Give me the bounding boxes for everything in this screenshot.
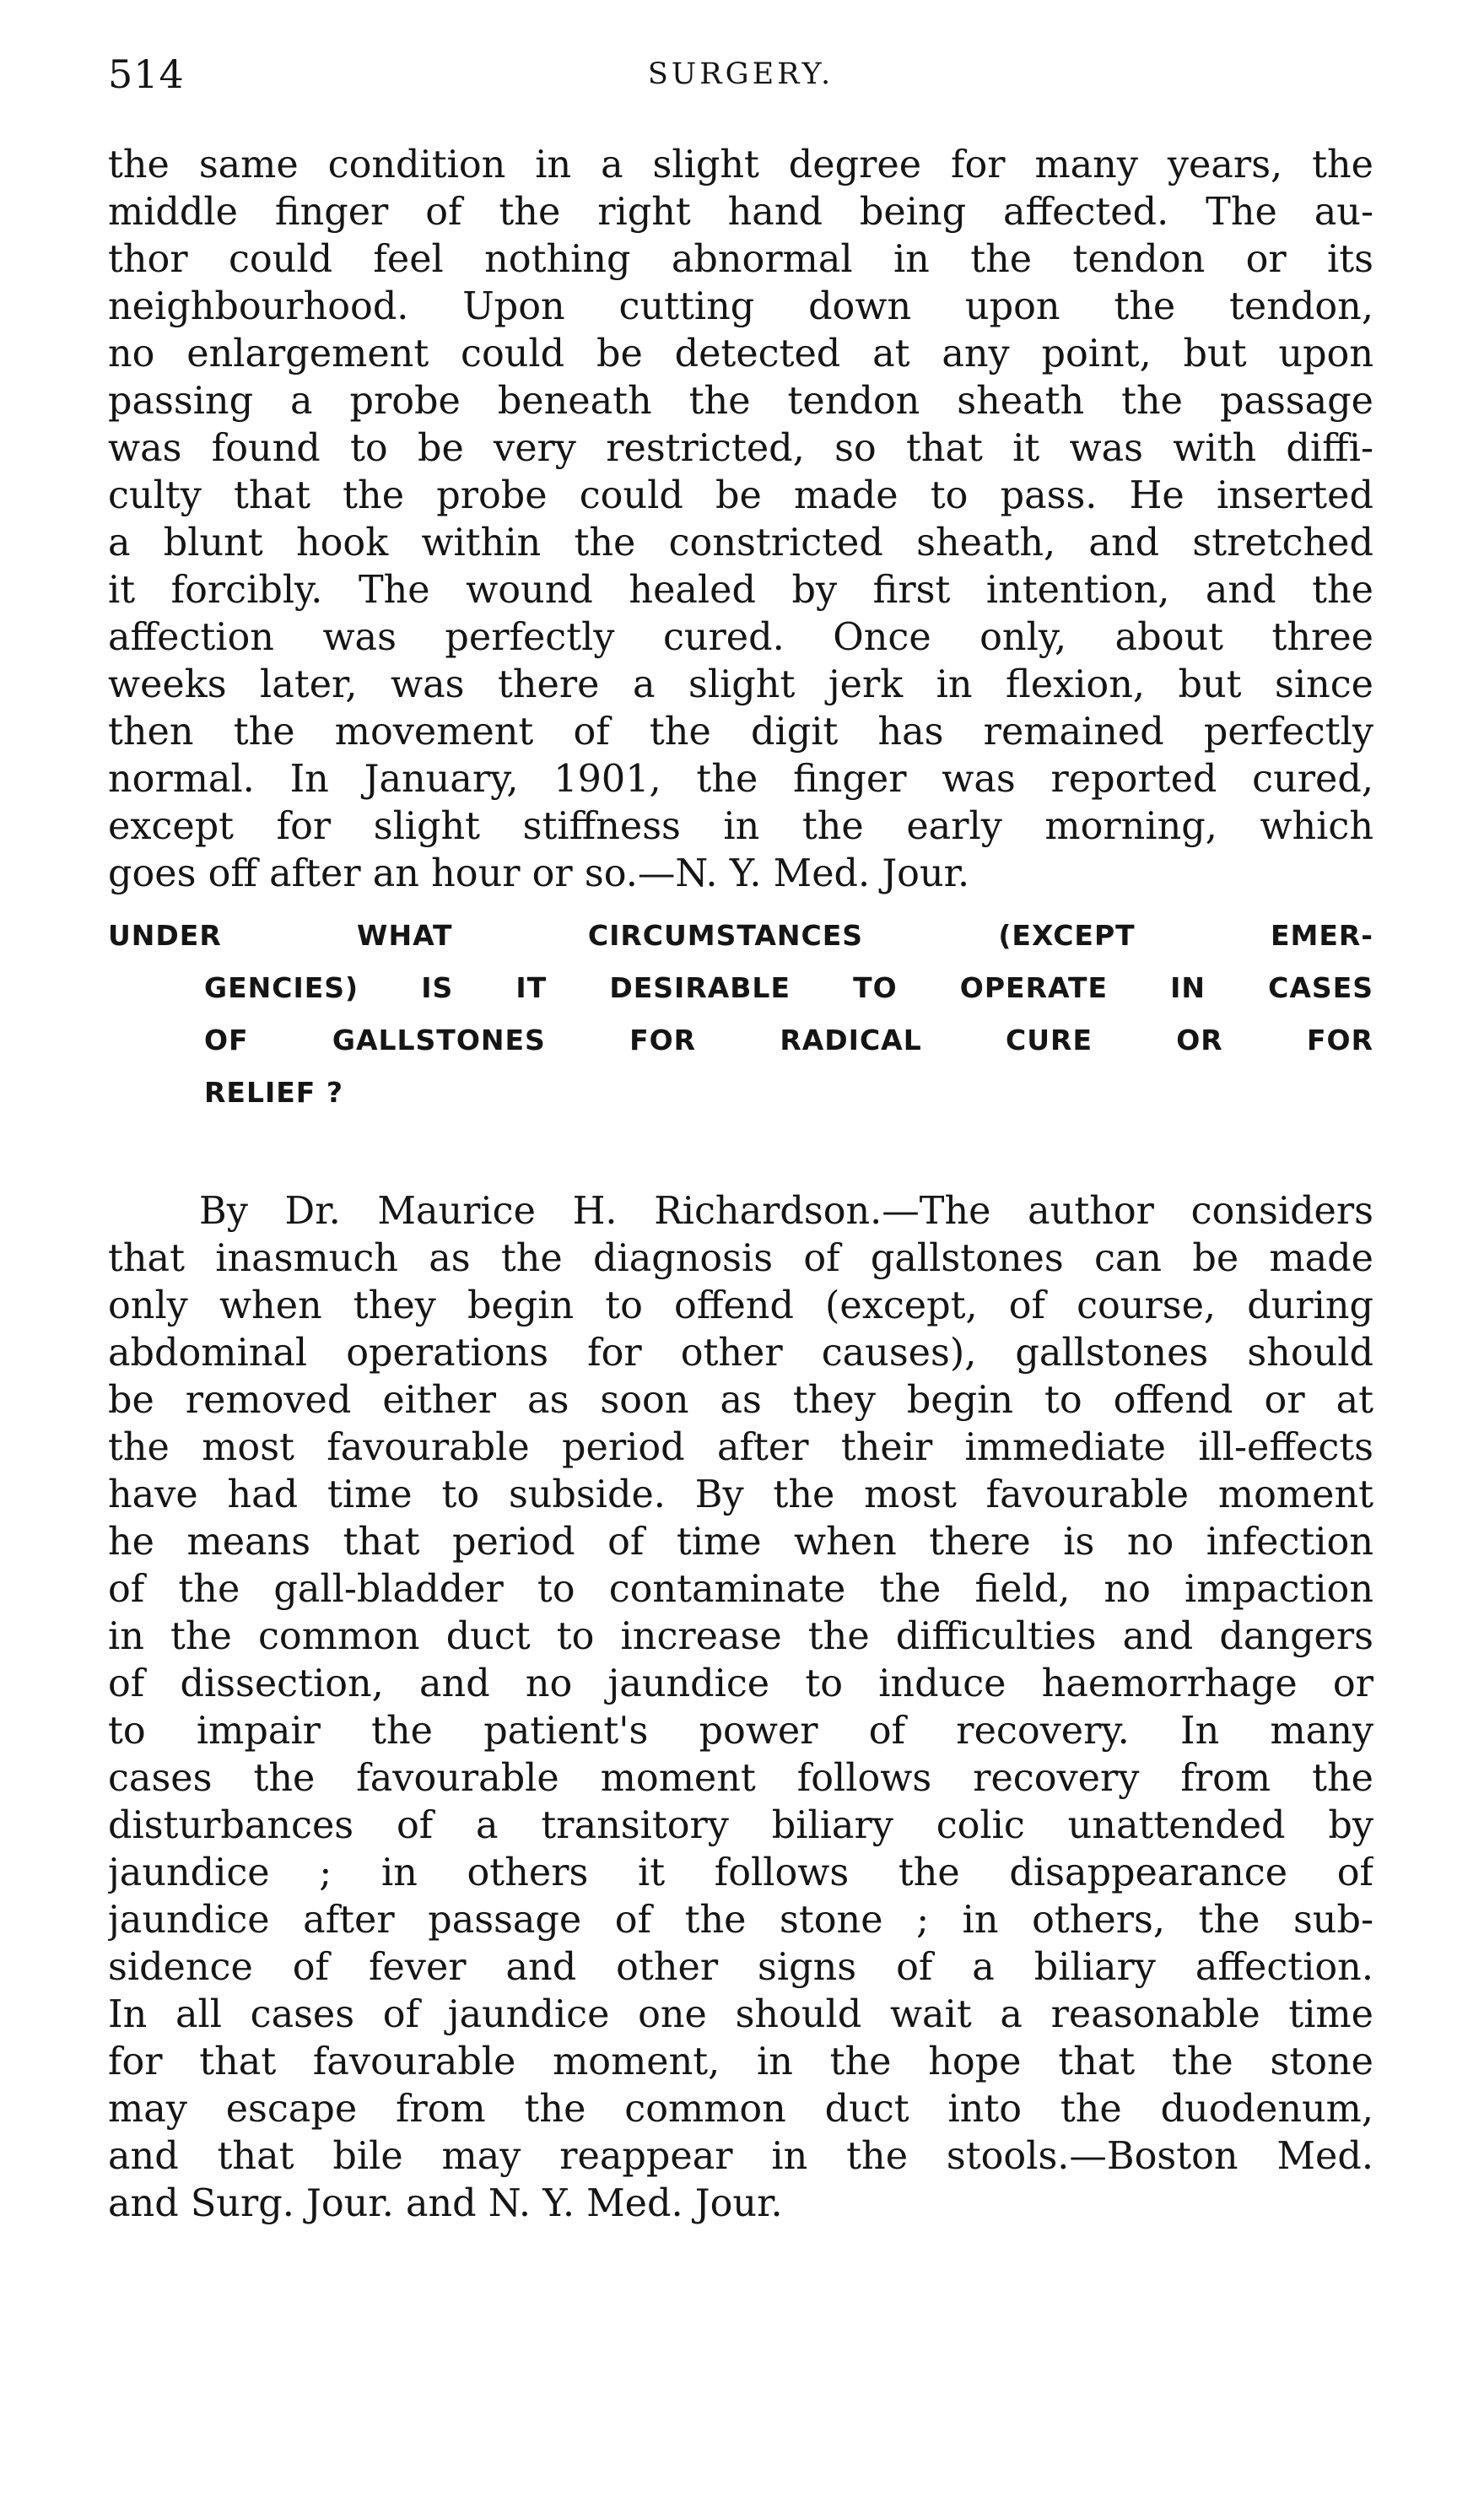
text-line: the most favourable period after their immediate ill-effects bbox=[108, 1426, 1373, 1469]
text-line: By Dr. Maurice H. Richardson.—The author considers bbox=[199, 1190, 1373, 1233]
text-line: have had time to subside. By the most favourable moment bbox=[108, 1473, 1373, 1516]
heading-line: OF GALLSTONES FOR RADICAL CURE OR FOR bbox=[204, 1024, 1373, 1056]
text-line: disturbances of a transitory biliary colic unattended by bbox=[108, 1804, 1373, 1847]
text-line: middle finger of the right hand being affected. The au- bbox=[108, 191, 1373, 234]
text-line: of the gall-bladder to contaminate the field, no impaction bbox=[108, 1568, 1373, 1611]
text-line: and that bile may reappear in the stools.—Boston Med. bbox=[108, 2135, 1373, 2178]
text-line: be removed either as soon as they begin to offend or at bbox=[108, 1379, 1373, 1422]
text-line: he means that period of time when there is no infection bbox=[108, 1521, 1373, 1564]
text-line: neighbourhood. Upon cutting down upon the tendon, bbox=[108, 285, 1373, 328]
heading-line: UNDER WHAT CIRCUMSTANCES (EXCEPT EMER- bbox=[108, 919, 1373, 952]
running-head bbox=[108, 49, 1373, 100]
article-heading bbox=[108, 910, 1373, 1119]
text-line: normal. In January, 1901, the finger was reported cured, bbox=[108, 758, 1373, 801]
text-line: jaundice ; in others it follows the disappearance of bbox=[108, 1851, 1373, 1894]
text-line: culty that the probe could be made to pass. He inserted bbox=[108, 474, 1373, 517]
text-line: was found to be very restricted, so that it was with diffi- bbox=[108, 427, 1373, 470]
text-line: to impair the patient's power of recovery. In many bbox=[108, 1710, 1373, 1753]
text-line: may escape from the common duct into the duodenum, bbox=[108, 2088, 1373, 2131]
text-line: passing a probe beneath the tendon sheath the passage bbox=[108, 380, 1373, 423]
running-title: SURGERY. bbox=[647, 57, 834, 91]
text-line: the same condition in a slight degree for many years, the bbox=[108, 143, 1373, 186]
paragraph-continued-tendon-case bbox=[108, 142, 1373, 898]
text-line: for that favourable moment, in the hope that the stone bbox=[108, 2040, 1373, 2083]
text-line: affection was perfectly cured. Once only, about three bbox=[108, 616, 1373, 659]
paragraph-gallstones-article bbox=[108, 1188, 1373, 2228]
text-line: thor could feel nothing abnormal in the tendon or its bbox=[108, 238, 1373, 281]
text-line: that inasmuch as the diagnosis of gallstones can be made bbox=[108, 1237, 1373, 1280]
text-line: a blunt hook within the constricted sheath, and stretched bbox=[108, 521, 1373, 565]
text-line: no enlargement could be detected at any point, but upon bbox=[108, 332, 1373, 376]
text-line: it forcibly. The wound healed by first intention, and the bbox=[108, 569, 1373, 612]
text-line: cases the favourable moment follows recovery from the bbox=[108, 1757, 1373, 1800]
text-line: of dissection, and no jaundice to induce haemorrhage or bbox=[108, 1662, 1373, 1705]
heading-line: RELIEF ? bbox=[204, 1076, 343, 1109]
text-line: only when they begin to offend (except, of course, during bbox=[108, 1284, 1373, 1327]
text-line: abdominal operations for other causes), gallstones should bbox=[108, 1332, 1373, 1375]
text-line: goes off after an hour or so.—N. Y. Med. Jour. bbox=[108, 852, 970, 895]
text-line: and Surg. Jour. and N. Y. Med. Jour. bbox=[108, 2182, 783, 2225]
text-line: except for slight stiffness in the early morning, which bbox=[108, 805, 1373, 848]
text-line: then the movement of the digit has remained perfectly bbox=[108, 711, 1373, 754]
page-number: 514 bbox=[108, 51, 185, 97]
heading-line: GENCIES) IS IT DESIRABLE TO OPERATE IN CASES bbox=[204, 971, 1373, 1004]
text-line: sidence of fever and other signs of a biliary affection. bbox=[108, 1946, 1373, 1989]
text-line: weeks later, was there a slight jerk in flexion, but since bbox=[108, 663, 1373, 706]
text-line: in the common duct to increase the difficulties and dangers bbox=[108, 1615, 1373, 1658]
text-line: In all cases of jaundice one should wait a reasonable time bbox=[108, 1993, 1373, 2036]
text-line: jaundice after passage of the stone ; in others, the sub- bbox=[108, 1899, 1373, 1942]
